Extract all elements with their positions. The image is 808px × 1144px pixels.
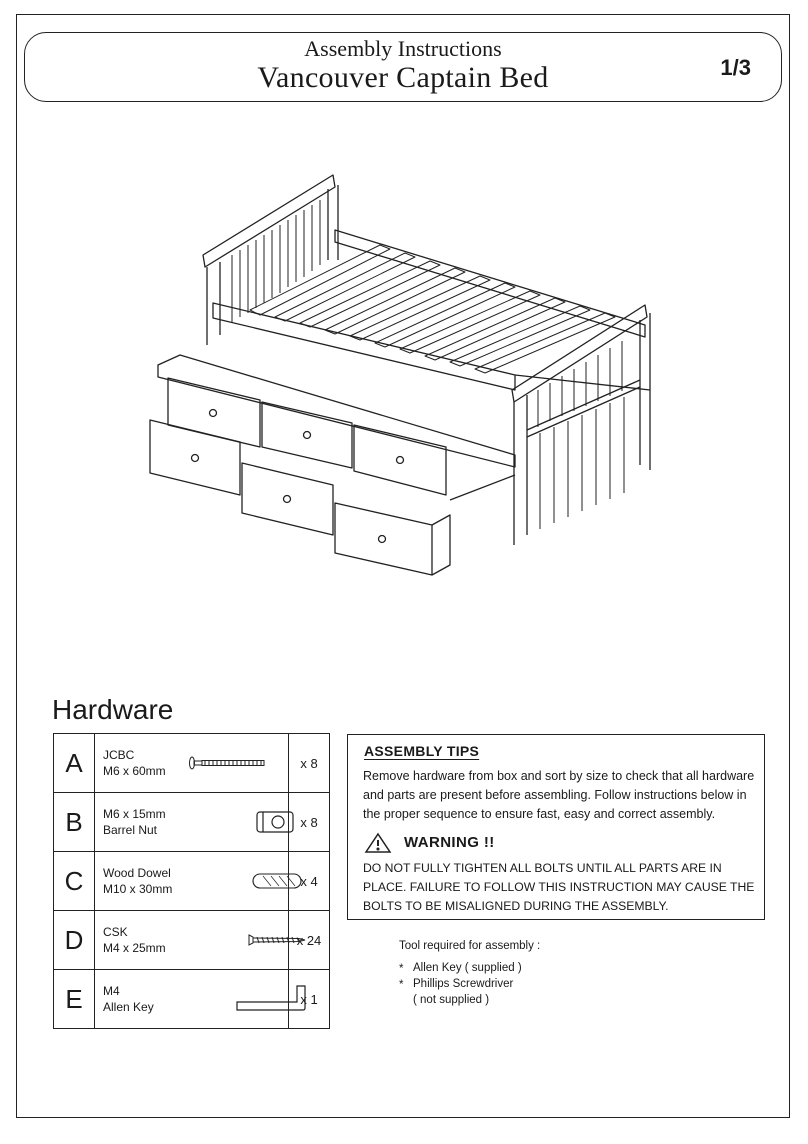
page-number: 1/3 — [720, 55, 751, 80]
hardware-line2: M4 x 25mm — [103, 941, 166, 955]
hardware-row-a — [54, 734, 330, 793]
hardware-row-c — [54, 852, 330, 911]
hardware-row-e — [54, 970, 330, 1029]
hardware-letter: C — [54, 852, 95, 911]
hardware-quantity: x 24 — [289, 911, 330, 970]
tool-bullet: * — [399, 979, 404, 991]
footboard — [512, 305, 650, 545]
back-headboard — [203, 175, 338, 345]
document-title: Vancouver Captain Bed — [257, 61, 549, 94]
header-box — [24, 32, 782, 102]
hardware-line1: JCBC — [103, 748, 135, 762]
hardware-line2: Allen Key — [103, 1000, 154, 1014]
hardware-quantity: x 8 — [289, 793, 330, 852]
hardware-line2: M6 x 60mm — [103, 764, 166, 778]
allen-key-icon — [235, 984, 309, 1012]
hardware-description — [95, 970, 289, 1029]
bed-illustration — [140, 165, 670, 605]
hardware-line1: CSK — [103, 925, 128, 939]
hardware-heading: Hardware — [52, 694, 174, 725]
hardware-line2: Barrel Nut — [103, 823, 158, 837]
hardware-line1: Wood Dowel — [103, 866, 171, 880]
hardware-letter: E — [54, 970, 95, 1029]
hardware-description — [95, 852, 289, 911]
bolt-icon — [189, 756, 267, 770]
tool-label: Allen Key ( supplied ) — [413, 962, 522, 974]
warning-title: WARNING !! — [404, 834, 495, 851]
warning-icon — [364, 832, 392, 854]
hardware-description — [95, 911, 289, 970]
tool-item — [399, 976, 540, 992]
hardware-line2: M10 x 30mm — [103, 882, 173, 896]
tool-item — [399, 960, 540, 976]
hardware-quantity: x 1 — [289, 970, 330, 1029]
hardware-letter: D — [54, 911, 95, 970]
tools-section — [399, 938, 540, 1008]
hardware-line1: M4 — [103, 984, 120, 998]
wood-dowel-icon — [251, 872, 303, 890]
barrel-nut-icon — [255, 809, 295, 835]
tool-note: ( not supplied ) — [413, 994, 490, 1006]
hardware-description — [95, 734, 289, 793]
tips-body: Remove hardware from box and sort by size to check that all hardware and parts are present before assembling. Follow instructions below in the proper sequence to ensure fast, easy and correct assembly. — [363, 769, 755, 821]
hardware-quantity: x 4 — [289, 852, 330, 911]
hardware-quantity: x 8 — [289, 734, 330, 793]
hardware-row-b — [54, 793, 330, 852]
hardware-letter: A — [54, 734, 95, 793]
bed-slats — [250, 245, 615, 373]
assembly-tips-box — [347, 734, 765, 920]
screw-icon — [247, 933, 307, 947]
warning-body: DO NOT FULLY TIGHTEN ALL BOLTS UNTIL ALL PARTS ARE IN PLACE. FAILURE TO FOLLOW THIS INSTRUCTION MAY CAUSE THE BOLTS TO BE MISALIGNED DURING THE ASSEMBLY. — [363, 861, 755, 913]
tips-title: ASSEMBLY TIPS — [364, 743, 480, 759]
hardware-letter: B — [54, 793, 95, 852]
hardware-table — [53, 733, 330, 1029]
drawers — [150, 378, 450, 575]
hardware-line1: M6 x 15mm — [103, 807, 166, 821]
hardware-row-d — [54, 911, 330, 970]
tool-bullet: * — [399, 963, 404, 975]
tool-label: Phillips Screwdriver — [413, 978, 514, 990]
document-subtitle: Assembly Instructions — [304, 36, 502, 61]
warning-row — [364, 832, 495, 854]
tools-heading: Tool required for assembly : — [399, 940, 541, 952]
hardware-description — [95, 793, 289, 852]
